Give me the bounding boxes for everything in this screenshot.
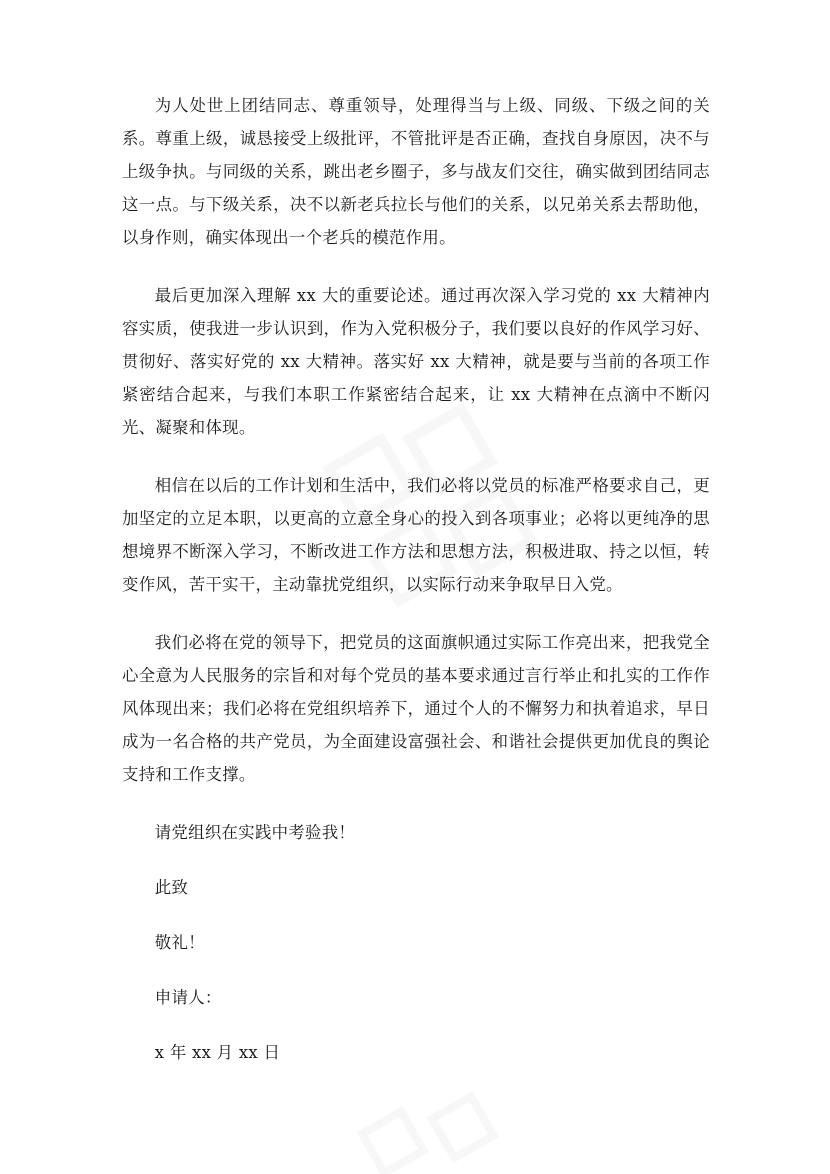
paragraph-relations: 为人处世上团结同志、尊重领导，处理得当与上级、同级、下级之间的关系。尊重上级，诚恳接受上级批评，不管批评是否正确，查找自身原因，决不与上级争执。与同级的关系，跳出老乡圈子，多与战友们交往，确实做到团结同志这一点。与下级关系，决不以新老兵拉长与他们的关系，以兄弟关系去帮助他，以身作则，确实体现出一个老兵的模范作用。 (122, 96, 710, 247)
watermark-logo-bottom (350, 1090, 510, 1174)
document-body (122, 89, 710, 1091)
date-line: x 年 xx 月 xx 日 (154, 1043, 281, 1062)
paragraph-study: 最后更加深入理解 xx 大的重要论述。通过再次深入学习党的 xx 大精神内容实质，使我进一步认识到，作为入党积极分子，我们要以良好的作风学习好、贯彻好、落实好党的 xx 大精神。落实好 xx 大精神，就是要与当前的各项工作紧密结合起来，与我们本职工作紧密结合起来，让 xx 大精神在点滴中不断闪光、凝聚和体现。 (122, 286, 710, 437)
paragraph-commitment: 相信在以后的工作计划和生活中，我们必将以党员的标准严格要求自己，更加坚定的立足本职，以更高的立意全身心的投入到各项事业；必将以更纯净的思想境界不断深入学习，不断改进工作方法和思想方法，积极进取、持之以恒，转变作风，苦干实干，主动靠扰党组织，以实际行动来争取早日入党。 (122, 476, 710, 594)
closing-line: 请党组织在实践中考验我！ (154, 823, 356, 842)
salutation-line-1: 此致 (154, 878, 189, 897)
paragraph-leadership: 我们必将在党的领导下，把党员的这面旗帜通过实际工作亮出来，把我党全心全意为人民服务的宗旨和对每个党员的基本要求通过言行举止和扎实的工作作风体现出来；我们必将在党组织培养下，通过个人的不懈努力和执着追求，早日成为一名合格的共产党员，为全面建设富强社会、和谐社会提供更加优良的舆论支持和工作支撑。 (122, 633, 710, 784)
salutation-line-2: 敬礼！ (154, 933, 205, 952)
applicant-line: 申请人： (154, 988, 222, 1007)
